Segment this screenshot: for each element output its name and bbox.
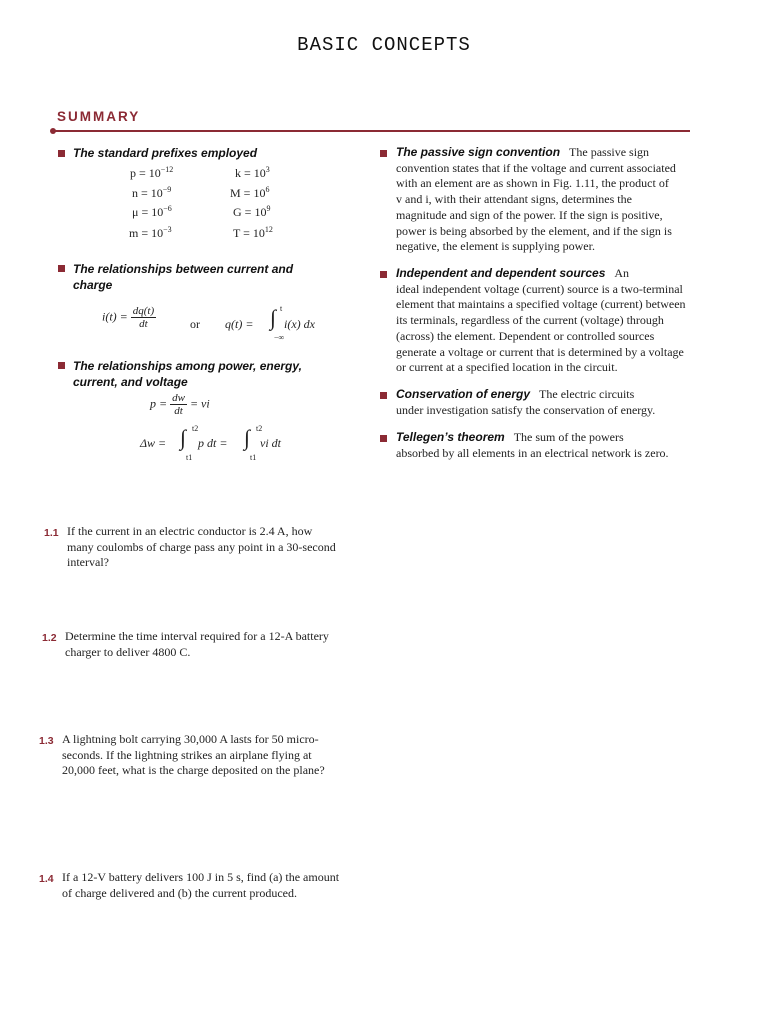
energy-integrand-2: vi dt <box>260 436 281 450</box>
prefix-p: $p = 10^{-12}$ <box>130 165 174 180</box>
problem-number: 1.3 <box>39 735 54 747</box>
integral-sign: ∫ <box>244 425 251 450</box>
power-energy-heading: The relationships among power, energy, current, and voltage <box>73 359 302 389</box>
integral-lower-limit: t1 <box>250 453 257 462</box>
problem-number: 1.4 <box>39 873 54 885</box>
integral-lower-limit: −∞ <box>274 333 285 342</box>
bullet-marker <box>58 265 65 272</box>
integral-lower-limit: t1 <box>186 453 193 462</box>
section-rule <box>53 130 690 132</box>
problem-text: If the current in an electric conductor is 2.4 A, how many coulombs of charge pass any point in a 30-second interval? <box>67 524 336 570</box>
integral-upper-limit: t2 <box>256 424 263 433</box>
current-charge-heading: The relationships between current and charge <box>73 262 294 292</box>
summary-heading: SUMMARY <box>57 109 141 124</box>
prefix-m: $m = 10^{-3}$ <box>129 225 172 240</box>
integral-sign: ∫ <box>180 425 187 450</box>
prefix-mu: $\mu = 10^{-6}$ <box>132 204 172 219</box>
problem-text: A lightning bolt carrying 30,000 A lasts for 50 micro- seconds. If the lightning strikes an airplane flying at 20,000 feet, what is the charge deposited on the plane? <box>62 732 325 778</box>
problem-number: 1.1 <box>44 527 59 539</box>
energy-lhs: Δw = <box>140 436 167 450</box>
prefix-G: $G = 10^9$ <box>233 204 271 219</box>
prefix-n: $n = 10^{-9}$ <box>132 185 172 200</box>
bullet-marker <box>380 435 387 442</box>
bullet-marker <box>380 271 387 278</box>
prefixes-heading: The standard prefixes employed <box>73 146 258 160</box>
bullet-marker <box>58 362 65 369</box>
sources-item: Independent and dependent sources An ideal independent voltage (current) source is a two-terminal element that maintains a specified voltage (current) between its terminals, regardless of the current (voltage) through (across) the element. Dependent or controlled sources generate a voltage or current that is determined by a voltage or current at a specified location in the circuit. <box>396 266 686 375</box>
current-equation: i(t) = $\frac{dq(t)}{dt}$ <box>102 305 155 330</box>
bullet-marker <box>380 150 387 157</box>
page-title: BASIC CONCEPTS <box>297 34 471 56</box>
integral-sign: ∫ <box>270 305 277 330</box>
integrand: i(x) dx <box>284 317 315 331</box>
bullet-marker <box>58 150 65 157</box>
passive-sign-convention-item: The passive sign convention The passive sign convention states that if the voltage and current associated with an element are as shown in Fig. 1.11, the product of v and i, with their attendant signs, determines the magnitude and sign of the power. If the sign is positive, power is being absorbed by the element, and if the sign is negative, the element is supplying power. <box>396 145 676 254</box>
or-label: or <box>190 317 200 331</box>
problem-number: 1.2 <box>42 632 57 644</box>
tellegen-item: Tellegen’s theorem The sum of the powers absorbed by all elements in an electrical network is zero. <box>396 430 669 460</box>
integral-upper-limit: t <box>280 304 283 313</box>
bullet-marker <box>380 392 387 399</box>
energy-integrand-1: p dt = <box>198 436 228 450</box>
charge-equation: q(t) = <box>225 317 254 331</box>
prefix-k: $k = 10^3$ <box>235 165 270 180</box>
prefix-T: $T = 10^{12}$ <box>233 225 273 240</box>
power-equation: p = $\frac{dw}{dt}$ = vi <box>150 392 210 417</box>
conservation-item: Conservation of energy The electric circuits under investigation satisfy the conservation of energy. <box>396 387 656 417</box>
problem-text: Determine the time interval required for a 12-A battery charger to deliver 4800 C. <box>65 629 329 659</box>
integral-upper-limit: t2 <box>192 424 199 433</box>
prefix-M: $M = 10^6$ <box>230 185 270 200</box>
problem-text: If a 12-V battery delivers 100 J in 5 s, find (a) the amount of charge delivered and (b) the current produced. <box>62 870 340 900</box>
section-rule-dot <box>50 128 56 134</box>
